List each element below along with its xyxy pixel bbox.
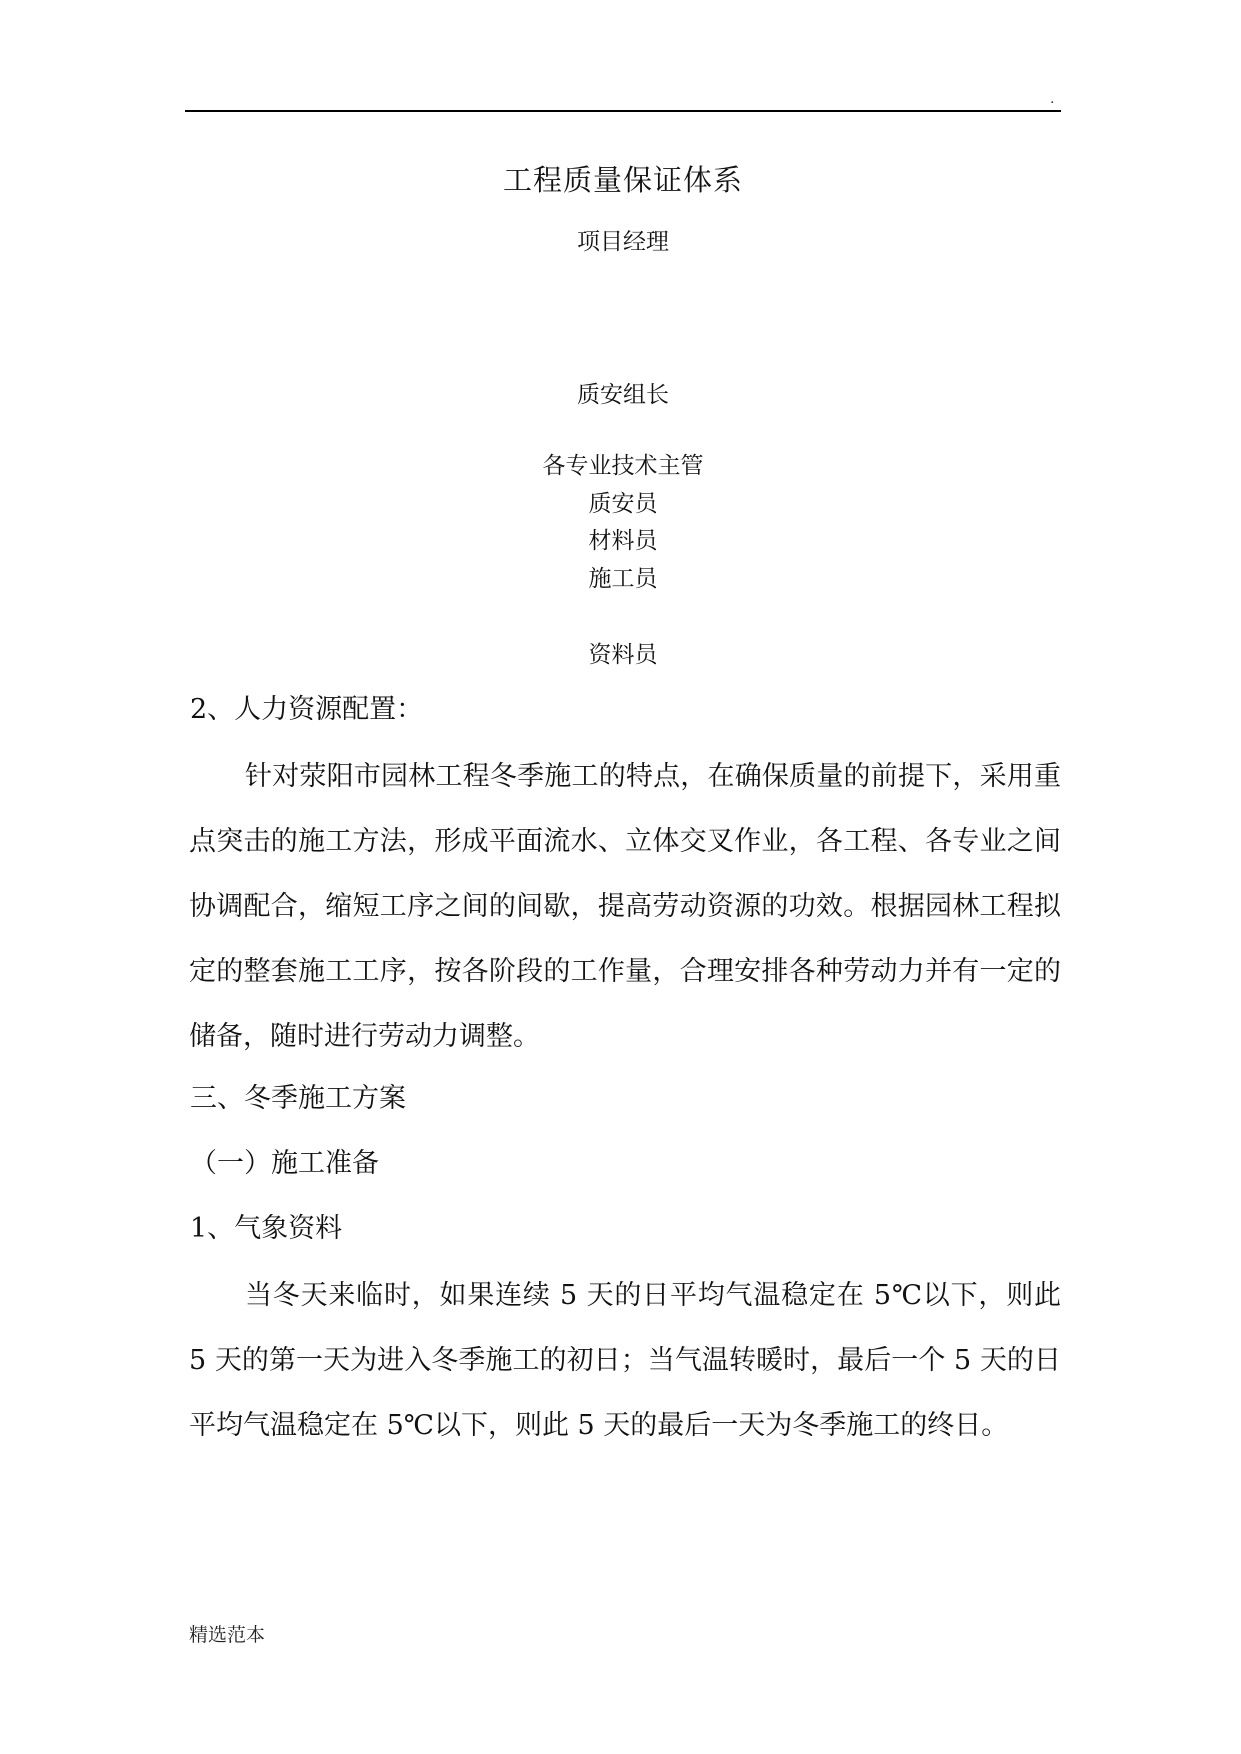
item-1-heading: 1、气象资料 xyxy=(190,1213,343,1244)
org-documentation-officer: 资料员 xyxy=(588,642,658,668)
section-3-heading: 三、冬季施工方案 xyxy=(190,1083,406,1114)
org-specialty-tech-supervisors: 各专业技术主管 xyxy=(542,453,704,479)
section-2-paragraph: 针对荥阳市园林工程冬季施工的特点，在确保质量的前提下，采用重点突击的施工方法，形成平面流水、立体交叉作业，各工程、各专业之间协调配合，缩短工序之间的间歇，提高劳动资源的功效。根据园林工程拟定的整套施工工序，按各阶段的工作量，合理安排各种劳动力并有一定的储备，随时进行劳动力调整。 xyxy=(189,761,1061,1052)
org-qa-team-leader: 质安组长 xyxy=(577,382,669,408)
org-material-officer: 材料员 xyxy=(588,528,658,554)
org-construction-officer: 施工员 xyxy=(588,566,658,592)
document-title: 工程质量保证体系 xyxy=(502,163,743,197)
header-rule xyxy=(185,110,1061,112)
section-2-heading: 2、人力资源配置： xyxy=(190,694,424,725)
org-quality-safety-officer: 质安员 xyxy=(588,491,658,517)
item-1-paragraph: 当冬天来临时，如果连续 5 天的日平均气温稳定在 5℃以下，则此 5 天的第一天为进入冬季施工的初日；当气温转暖时，最后一个 5 天的日平均气温稳定在 5℃以下，则此 5 天的最后一天为冬季施工的终日。 xyxy=(189,1280,1061,1441)
header-dot: . xyxy=(1050,91,1055,107)
footer-label: 精选范本 xyxy=(189,1624,266,1646)
subsection-1-heading: （一）施工准备 xyxy=(190,1148,379,1179)
org-project-manager: 项目经理 xyxy=(577,229,669,255)
